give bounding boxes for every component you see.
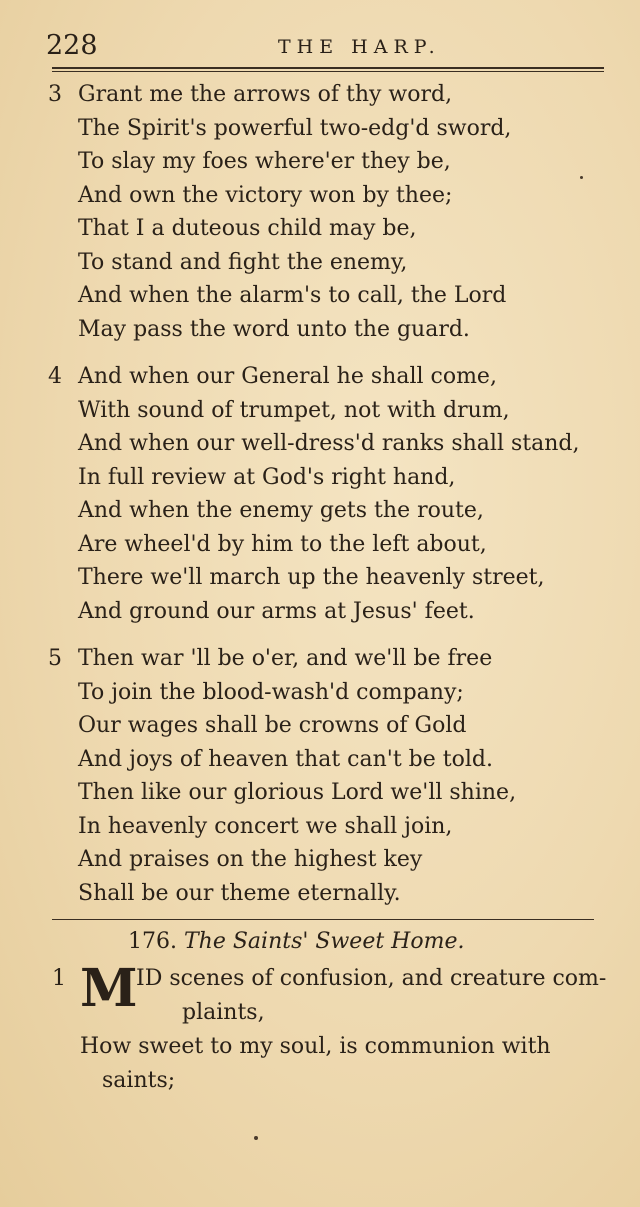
verse-line: And praises on the highest key <box>78 847 423 872</box>
verse-line: With sound of trumpet, not with drum, <box>78 397 510 423</box>
hymn-heading <box>128 926 464 958</box>
verse-line: And when the enemy gets the route, <box>78 498 484 523</box>
verse-line: To slay my foes where'er they be, <box>78 149 451 174</box>
verse-line: And own the victory won by thee; <box>78 182 453 208</box>
verse-line: In heavenly concert we shall join, <box>78 813 453 839</box>
paper-speck <box>580 176 583 179</box>
verse-line: To join the blood-wash'd company; <box>78 679 464 705</box>
page-header <box>46 30 606 62</box>
stanza-number: 1 <box>52 966 66 991</box>
verse-line: That I a duteous child may be, <box>78 216 417 241</box>
paper-speck <box>254 1136 258 1140</box>
verse-line: Then like our glorious Lord we'll shine, <box>78 780 517 805</box>
verse-4 <box>48 360 618 630</box>
header-rule-thin <box>52 71 604 72</box>
stanza-line: saints; <box>102 1068 176 1093</box>
hymn-number: 176. <box>128 929 177 954</box>
verse-line: There we'll march up the heavenly street, <box>78 565 545 590</box>
verse-line: In full review at God's right hand, <box>78 464 456 490</box>
stanza-line: ID scenes of confusion, and creature com- <box>136 966 607 991</box>
verse-line: May pass the word unto the guard. <box>78 316 470 342</box>
page-number: 228 <box>46 30 98 61</box>
verse-line: And joys of heaven that can't be told. <box>78 746 493 772</box>
running-title: THE HARP. <box>278 36 441 58</box>
verse-line: The Spirit's powerful two-edg'd sword, <box>78 115 512 141</box>
verse-line: And when our well-dress'd ranks shall stand, <box>78 431 580 456</box>
stanza-line: plaints, <box>182 1000 265 1025</box>
verse-3 <box>48 78 618 348</box>
verse-line: And when the alarm's to call, the Lord <box>78 283 507 308</box>
verse-line: Our wages shall be crowns of Gold <box>78 713 467 738</box>
verse-line: Are wheel'd by him to the left about, <box>78 531 487 557</box>
hymn-title: The Saints' Sweet Home. <box>183 929 465 954</box>
header-rule <box>52 67 604 69</box>
verse-line: Then war 'll be o'er, and we'll be free <box>78 646 493 671</box>
hymn-176-stanza-1 <box>52 958 622 1102</box>
verse-number: 4 <box>48 364 62 389</box>
verse-line: And ground our arms at Jesus' feet. <box>78 598 475 624</box>
verse-line: And when our General he shall come, <box>78 364 497 389</box>
verse-number: 5 <box>48 646 62 671</box>
verse-number: 3 <box>48 82 62 107</box>
drop-cap: M <box>80 958 138 1019</box>
section-rule <box>52 919 594 920</box>
verse-line: Shall be our theme eternally. <box>78 880 401 906</box>
verse-5 <box>48 642 618 912</box>
stanza-line: How sweet to my soul, is communion with <box>80 1034 551 1059</box>
verse-line: Grant me the arrows of thy word, <box>78 82 453 107</box>
verse-line: To stand and fight the enemy, <box>78 249 408 275</box>
